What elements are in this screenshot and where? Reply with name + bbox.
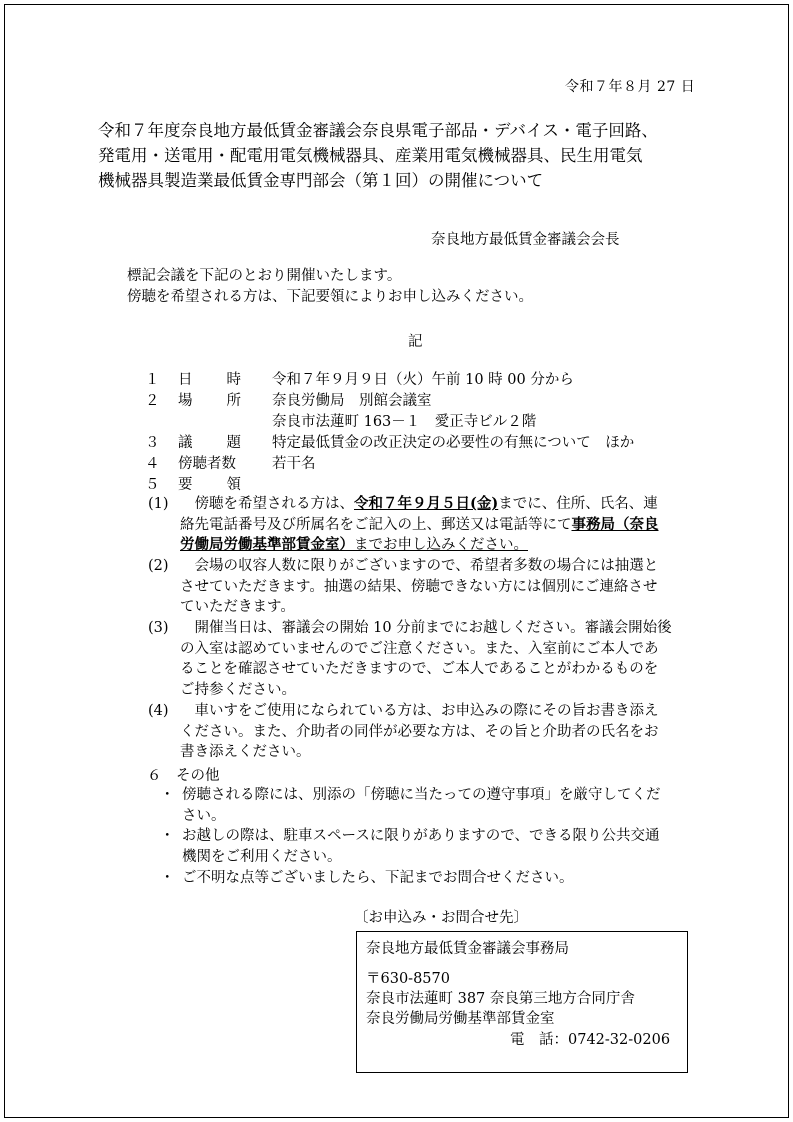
item-value: 若干名 [272, 456, 316, 472]
item-number: ２ [145, 393, 160, 409]
title-line: 発電用・送電用・配電用電気機械器具、産業用電気機械器具、民生用電気 [98, 146, 643, 165]
bullet-text: 傍聴される際には、別添の「傍聴に当たっての遵守事項」を厳守してくだ さい。 [182, 787, 661, 824]
item-label: 議 題 [178, 435, 241, 451]
item-label: 傍聴者数 [178, 456, 236, 472]
contact-address: 奈良市法蓮町 387 奈良第三地方合同庁舎 [366, 991, 635, 1007]
paragraph-number: (2) [148, 558, 169, 574]
item-label: 場 所 [178, 393, 241, 409]
item-number: ３ [145, 435, 160, 451]
contact-phone: 電 話：0742-32-0206 [510, 1032, 671, 1048]
paragraph-number: (1) [148, 496, 169, 512]
contact-postal: 〒630-8570 [366, 971, 450, 987]
item-value: 特定最低賃金の改正決定の必要性の有無について ほか [272, 435, 635, 451]
title-line: 令和７年度奈良地方最低賃金審議会奈良県電子部品・デバイス・電子回路、 [98, 121, 658, 140]
item-value: 奈良労働局 別館会議室 [272, 393, 432, 409]
title-line: 機械器具製造業最低賃金専門部会（第１回）の開催について [98, 171, 544, 190]
document-author: 奈良地方最低賃金審議会会長 [431, 232, 620, 248]
bullet-text: お越しの際は、駐車スペースに限りがありますので、できる限り公共交通 機関をご利用ください。 [182, 828, 660, 865]
intro-text [127, 266, 533, 308]
contact-heading: 〔お申込み・お問合せ先〕 [354, 910, 528, 926]
paragraph-number: (3) [148, 620, 169, 636]
bullet-dot: ・ [160, 787, 175, 803]
item-number: ５ [145, 477, 160, 493]
item-value: 奈良市法蓮町 163－１ 愛正寺ビル２階 [272, 414, 537, 430]
secretariat-name: 事務局（奈良 [571, 515, 659, 533]
deadline-date: 令和７年９月５日(金) [354, 495, 499, 512]
ki-heading: 記 [408, 334, 423, 350]
paragraph-text: 車いすをご使用になられている方は、お申込みの際にその旨お書き添え ください。また、介助者の同伴が必要な方は、その旨と介助者の氏名をお 書き添えください。 [180, 703, 659, 761]
item-label: 要 領 [178, 477, 241, 493]
item-value: 令和７年９月９日（火）午前 10 時 00 分から [272, 372, 574, 388]
document-date: 令和７年８月 27 日 [565, 79, 696, 95]
other-heading: ６ その他 [147, 768, 220, 784]
bullet-text: ご不明な点等ございましたら、下記までお問合せください。 [182, 870, 574, 886]
paragraph-text: 会場の収容人数に限りがございますので、希望者多数の場合には抽選と させていただきます。抽選の結果、傍聴できない方には個別にご連絡させ ていただきます。 [180, 558, 659, 616]
secretariat-name-cont: 労働局労働基準部賃金室） [180, 536, 354, 554]
bullet-dot: ・ [160, 870, 175, 886]
intro-line: 標記会議を下記のとおり開催いたします。 [127, 268, 402, 284]
contact-box [356, 931, 688, 1073]
item-number: ４ [145, 456, 160, 472]
paragraph-text: 傍聴を希望される方は、令和７年９月５日(金)までに、住所、氏名、連 絡先電話番号及び所属名をご記入の上、郵送又は電話等にて事務局（奈良 労働局労働基準部賃金室）までお申し込みください。 [180, 495, 659, 554]
paragraph-number: (4) [148, 703, 169, 719]
document-title [98, 118, 658, 193]
item-label: 日 時 [178, 372, 241, 388]
bullet-dot: ・ [160, 828, 175, 844]
paragraph-text: 開催当日は、審議会の開始 10 分前までにお越しください。審議会開始後 の入室は認めていませんのでご注意ください。また、入室前にご本人であ ることを確認させていただきますので、ご本人であることがわかるものを ご持参ください。 [180, 620, 672, 698]
item-number: １ [145, 372, 160, 388]
contact-org: 奈良地方最低賃金審議会事務局 [366, 941, 569, 957]
contact-dept: 奈良労働局労働基準部賃金室 [366, 1011, 555, 1027]
intro-line: 傍聴を希望される方は、下記要領によりお申し込みください。 [127, 289, 533, 305]
